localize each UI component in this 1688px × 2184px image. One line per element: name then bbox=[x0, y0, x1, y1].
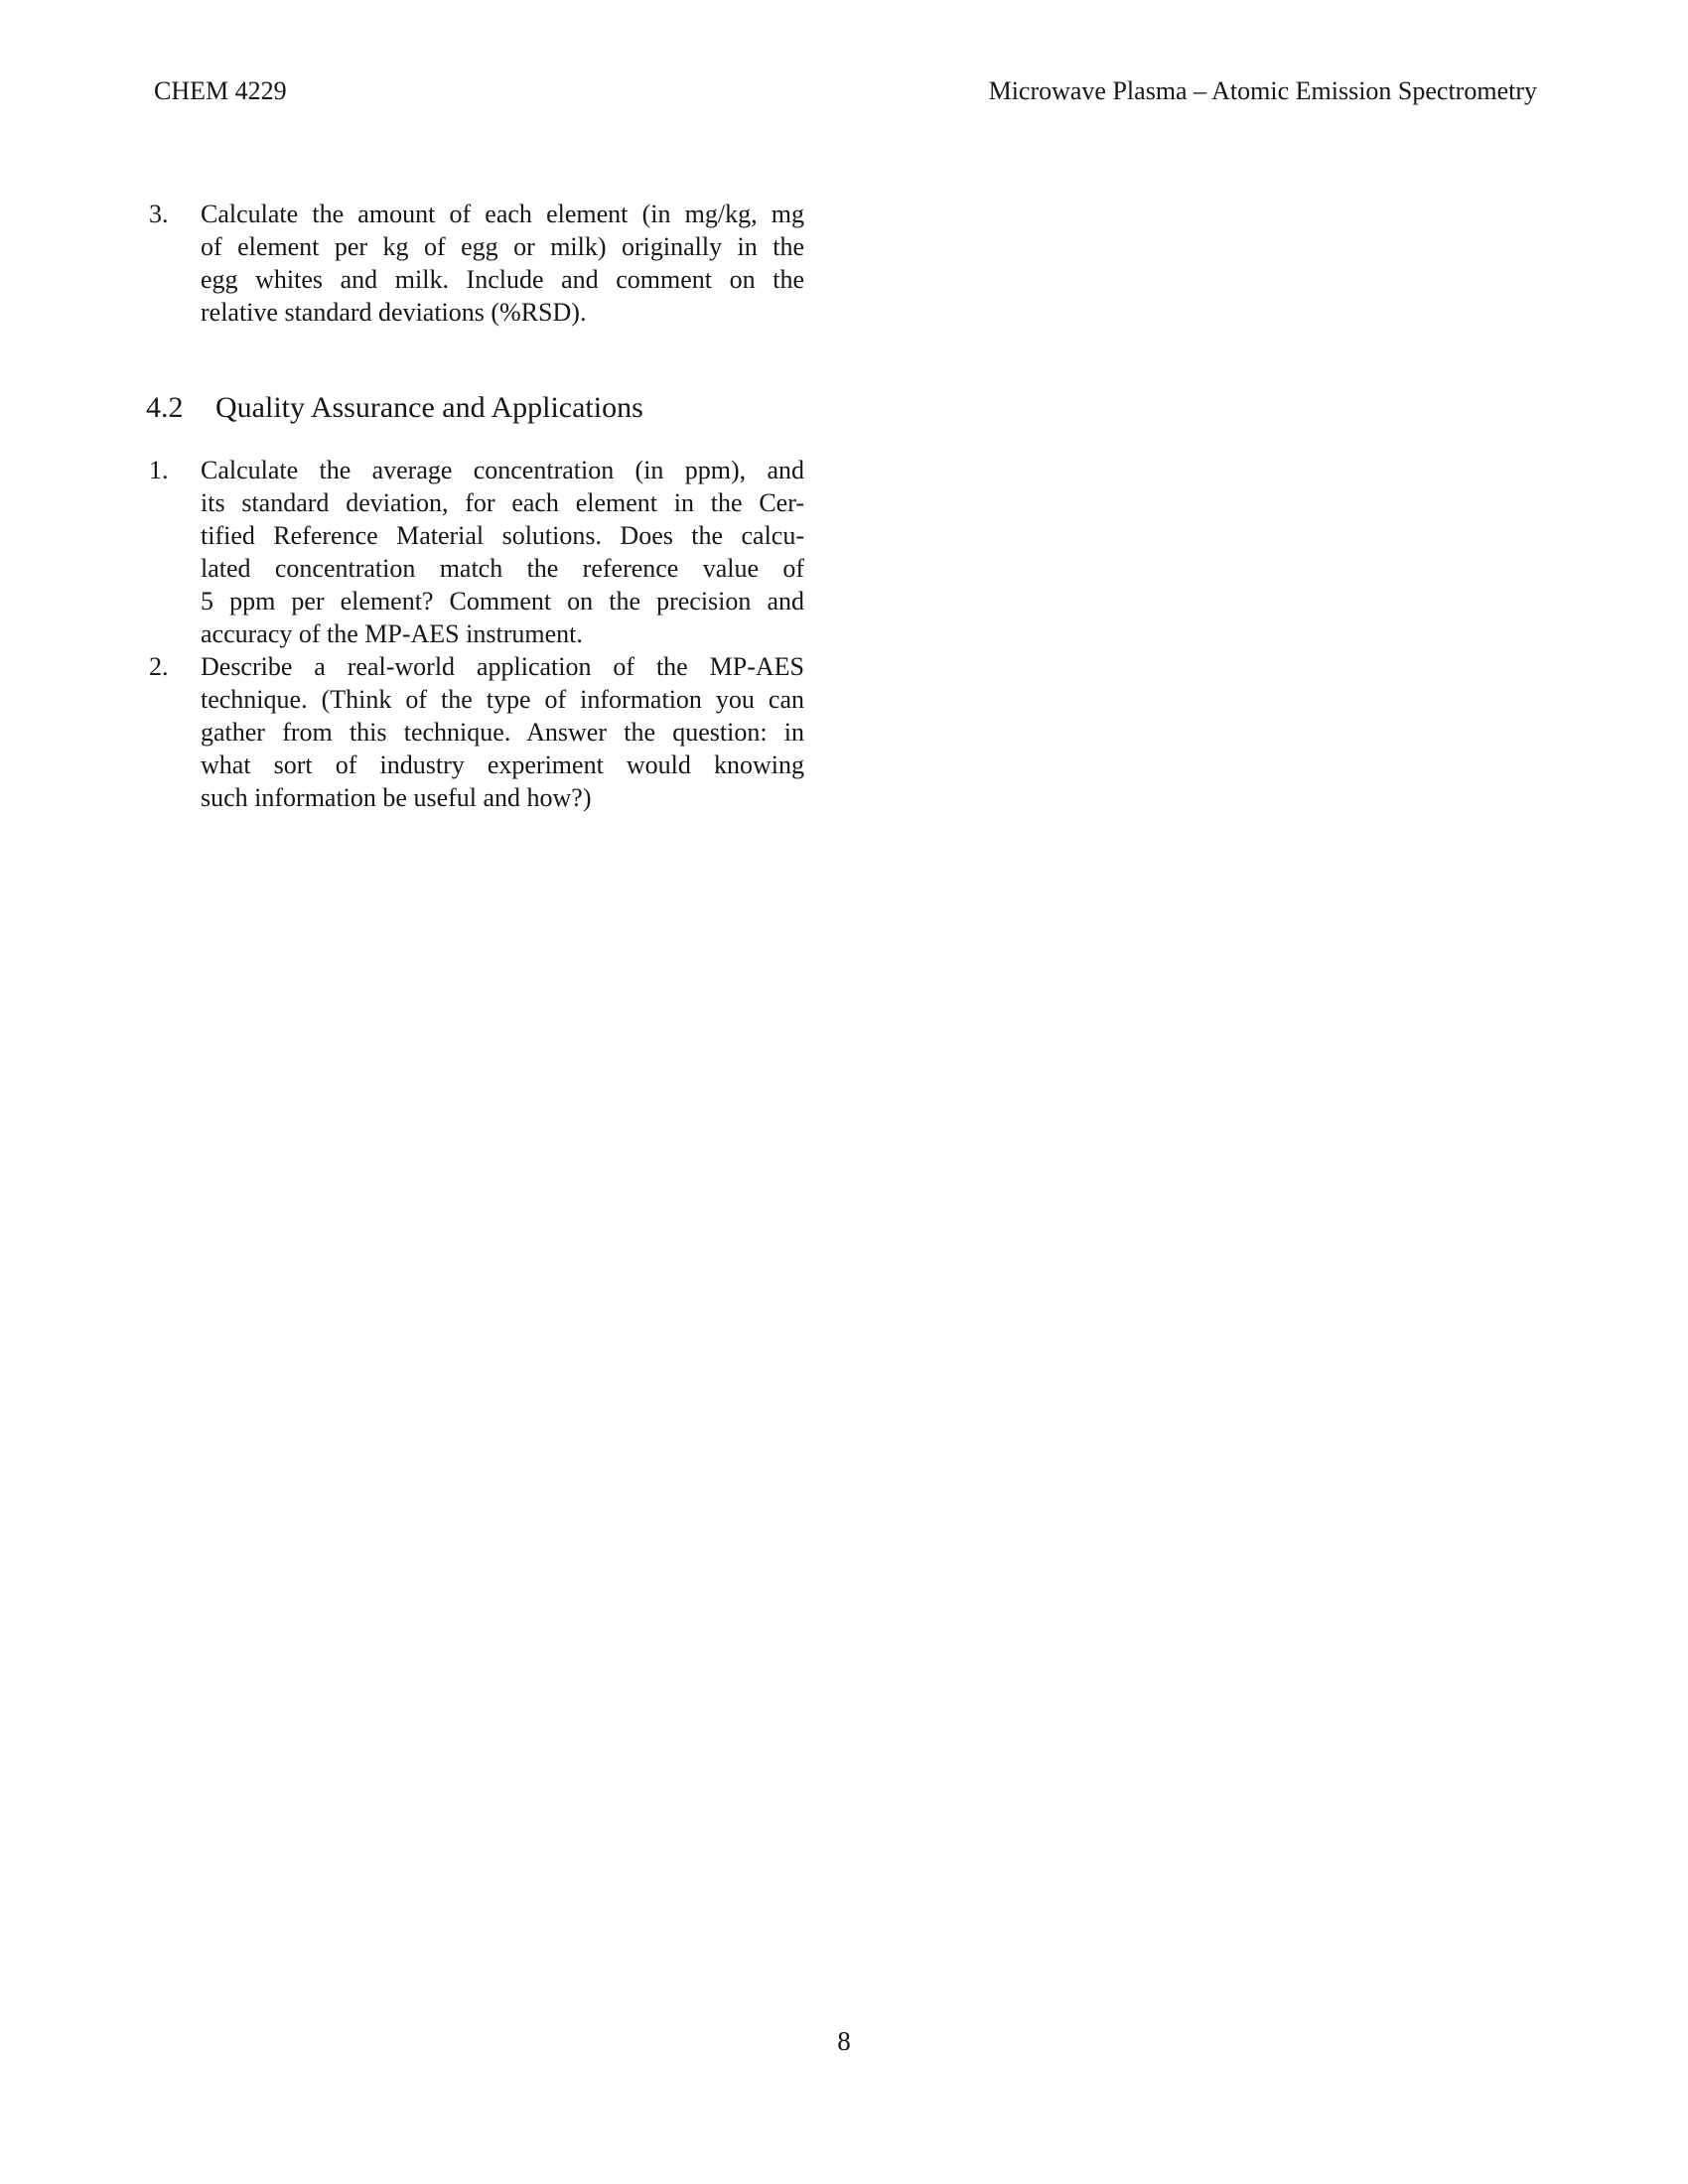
text-line: its standard deviation, for each element in the Cer- bbox=[201, 488, 804, 517]
text-line: lated concentration match the reference value of bbox=[201, 554, 804, 583]
list-item-number: 3. bbox=[149, 200, 169, 228]
page-number: 8 bbox=[837, 2026, 851, 2056]
list-item-number: 2. bbox=[149, 652, 169, 681]
section-heading bbox=[146, 389, 643, 427]
section-title: Quality Assurance and Applications bbox=[215, 391, 643, 424]
header-course-code: CHEM 4229 bbox=[154, 76, 287, 105]
list-item-3 bbox=[149, 198, 804, 329]
text-line: Calculate the average concentration (in ppm), and bbox=[201, 456, 804, 484]
text-line: 5 ppm per element? Comment on the precision and bbox=[201, 587, 804, 615]
section-number: 4.2 bbox=[146, 391, 184, 424]
list-item-number: 1. bbox=[149, 456, 169, 484]
text-line: what sort of industry experiment would knowing bbox=[201, 751, 804, 779]
qa-list bbox=[149, 454, 804, 814]
text-line: technique. (Think of the type of information you can bbox=[201, 685, 804, 714]
header-document-title: Microwave Plasma – Atomic Emission Spectrometry bbox=[988, 76, 1537, 105]
text-line: tified Reference Material solutions. Does the calcu- bbox=[201, 521, 804, 550]
text-line: accuracy of the MP-AES instrument. bbox=[201, 619, 583, 648]
text-line: Calculate the amount of each element (in mg/kg, mg bbox=[201, 200, 804, 228]
list-item-2 bbox=[149, 650, 804, 814]
intro-list bbox=[149, 198, 804, 329]
text-line: egg whites and milk. Include and comment on the bbox=[201, 265, 804, 294]
page-header bbox=[154, 75, 1537, 106]
page-footer bbox=[0, 2025, 1688, 2058]
text-line: such information be useful and how?) bbox=[201, 783, 592, 812]
text-line: Describe a real-world application of the MP-AES bbox=[201, 652, 804, 681]
list-item-1 bbox=[149, 454, 804, 650]
text-line: of element per kg of egg or milk) originally in the bbox=[201, 232, 804, 261]
text-line: relative standard deviations (%RSD). bbox=[201, 298, 587, 327]
text-line: gather from this technique. Answer the question: in bbox=[201, 718, 804, 747]
